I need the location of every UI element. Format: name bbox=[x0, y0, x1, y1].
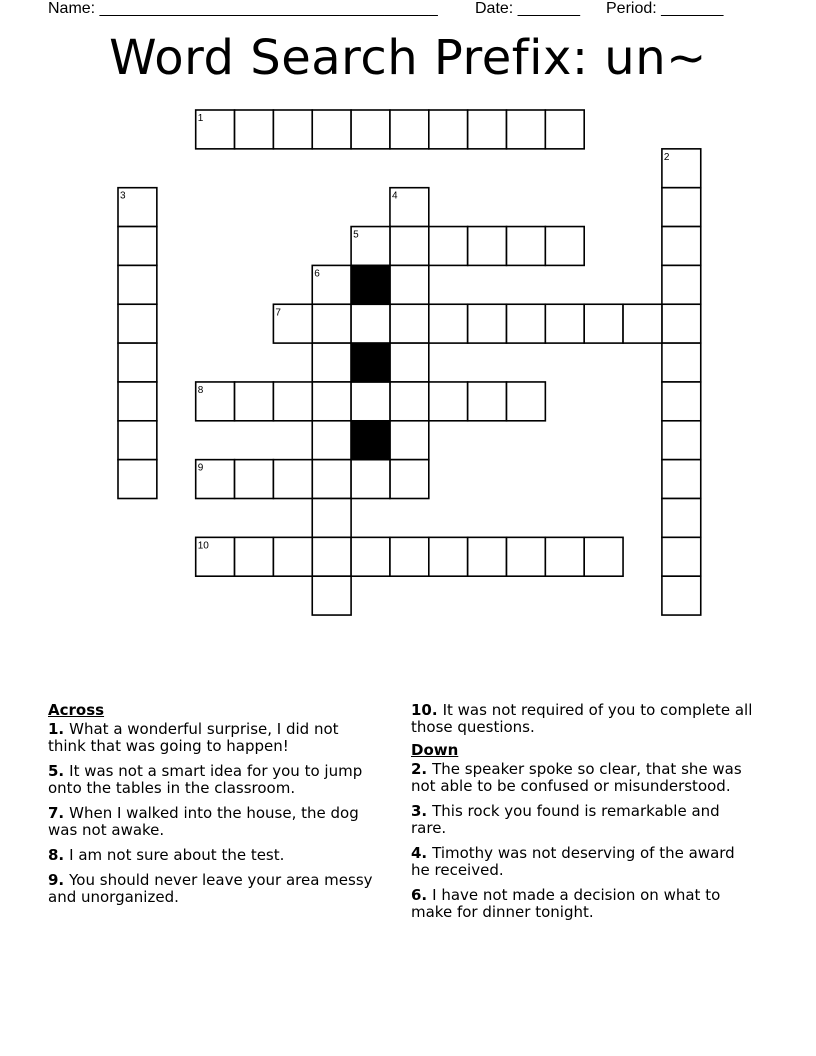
grid-cell[interactable] bbox=[312, 460, 351, 499]
clue-number-8: 8 bbox=[197, 384, 204, 396]
grid-cell[interactable] bbox=[390, 265, 429, 304]
grid-cell[interactable] bbox=[507, 382, 546, 421]
grid-cell[interactable] bbox=[390, 537, 429, 576]
grid-cell[interactable] bbox=[662, 227, 701, 266]
grid-cell[interactable] bbox=[235, 460, 274, 499]
clue-number-6: 6 bbox=[314, 268, 320, 280]
clue-number-4: 4 bbox=[391, 190, 398, 202]
grid-cell[interactable] bbox=[390, 188, 429, 227]
grid-cell[interactable] bbox=[273, 110, 312, 149]
grid-cell[interactable] bbox=[273, 460, 312, 499]
grid-cell[interactable] bbox=[390, 227, 429, 266]
grid-cell[interactable] bbox=[312, 537, 351, 576]
page-title: Word Search Prefix: un~ bbox=[109, 30, 707, 86]
grid-cell[interactable] bbox=[507, 110, 546, 149]
clue-across-8: 8. I am not sure about the test. bbox=[48, 846, 285, 864]
grid-cell[interactable] bbox=[662, 460, 701, 499]
grid-cell[interactable] bbox=[118, 382, 157, 421]
grid-cell[interactable] bbox=[312, 576, 351, 615]
grid-cell[interactable] bbox=[662, 149, 701, 188]
grid-cell[interactable] bbox=[312, 382, 351, 421]
grid-cell[interactable] bbox=[118, 421, 157, 460]
grid-cell[interactable] bbox=[468, 537, 507, 576]
down-heading: Down bbox=[411, 741, 459, 759]
grid-cell[interactable] bbox=[312, 110, 351, 149]
grid-cell[interactable] bbox=[662, 304, 701, 343]
clue-across-7: 7. When I walked into the house, the dog was not awake. bbox=[48, 804, 359, 839]
grid-cell[interactable] bbox=[545, 227, 584, 266]
date-field[interactable]: Date: _______ bbox=[475, 0, 580, 17]
grid-cell[interactable] bbox=[312, 265, 351, 304]
period-field[interactable]: Period: _______ bbox=[606, 0, 724, 17]
grid-cell[interactable] bbox=[545, 304, 584, 343]
grid-cell[interactable] bbox=[118, 188, 157, 227]
grid-cell[interactable] bbox=[429, 110, 468, 149]
grid-cell[interactable] bbox=[235, 382, 274, 421]
grid-cell[interactable] bbox=[196, 110, 235, 149]
clue-across-10: 10. It was not required of you to complete all those questions. bbox=[411, 701, 753, 736]
grid-cell[interactable] bbox=[235, 537, 274, 576]
clues-left-column bbox=[48, 702, 378, 914]
grid-cell[interactable] bbox=[507, 537, 546, 576]
grid-cell[interactable] bbox=[390, 343, 429, 382]
name-field[interactable]: Name: ______________________________________ bbox=[48, 0, 438, 17]
clue-down-6: 6. I have not made a decision on what to make for dinner tonight. bbox=[411, 886, 721, 921]
clue-across-1: 1. What a wonderful surprise, I did not think that was going to happen! bbox=[48, 720, 339, 755]
clue-down-4: 4. Timothy was not deserving of the award he received. bbox=[411, 844, 735, 879]
grid-cell[interactable] bbox=[584, 304, 623, 343]
grid-cell[interactable] bbox=[351, 110, 390, 149]
grid-cell[interactable] bbox=[118, 343, 157, 382]
grid-cell[interactable] bbox=[390, 421, 429, 460]
clue-down-3: 3. This rock you found is remarkable and rare. bbox=[411, 802, 720, 837]
grid-cell[interactable] bbox=[351, 382, 390, 421]
clue-number-3: 3 bbox=[120, 190, 126, 202]
grid-cell[interactable] bbox=[623, 304, 662, 343]
clue-number-7: 7 bbox=[275, 307, 281, 319]
grid-cell[interactable] bbox=[662, 188, 701, 227]
grid-cell[interactable] bbox=[351, 460, 390, 499]
grid-cell[interactable] bbox=[429, 382, 468, 421]
grid-cell[interactable] bbox=[662, 382, 701, 421]
grid-cell[interactable] bbox=[584, 537, 623, 576]
grid-cell[interactable] bbox=[390, 304, 429, 343]
grid-cell[interactable] bbox=[507, 304, 546, 343]
grid-cell[interactable] bbox=[312, 343, 351, 382]
grid-cell[interactable] bbox=[312, 421, 351, 460]
grid-cell[interactable] bbox=[468, 304, 507, 343]
grid-cell[interactable] bbox=[662, 576, 701, 615]
grid-cell[interactable] bbox=[196, 460, 235, 499]
grid-cell[interactable] bbox=[196, 382, 235, 421]
grid-cell[interactable] bbox=[118, 304, 157, 343]
clue-down-2: 2. The speaker spoke so clear, that she was not able to be confused or misunderstood. bbox=[411, 760, 742, 795]
grid-cell[interactable] bbox=[468, 110, 507, 149]
grid-cell[interactable] bbox=[507, 227, 546, 266]
grid-cell[interactable] bbox=[273, 304, 312, 343]
grid-cell[interactable] bbox=[468, 382, 507, 421]
grid-cell[interactable] bbox=[312, 499, 351, 538]
grid-cell[interactable] bbox=[118, 265, 157, 304]
grid-cell[interactable] bbox=[351, 537, 390, 576]
grid-cell[interactable] bbox=[429, 227, 468, 266]
grid-cell[interactable] bbox=[118, 460, 157, 499]
grid-cell[interactable] bbox=[662, 499, 701, 538]
clues-right-column bbox=[411, 702, 756, 929]
blocked-cell bbox=[351, 421, 390, 460]
grid-cell[interactable] bbox=[429, 304, 468, 343]
grid-cell[interactable] bbox=[662, 265, 701, 304]
clue-across-9: 9. You should never leave your area messy and unorganized. bbox=[48, 871, 373, 906]
clue-number-1: 1 bbox=[197, 113, 204, 124]
grid-cell[interactable] bbox=[662, 537, 701, 576]
clue-number-9: 9 bbox=[197, 462, 204, 474]
grid-cell[interactable] bbox=[545, 537, 584, 576]
grid-cell[interactable] bbox=[196, 537, 235, 576]
grid-cell[interactable] bbox=[390, 382, 429, 421]
grid-cell[interactable] bbox=[118, 227, 157, 266]
blocked-cell bbox=[351, 265, 390, 304]
grid-cell[interactable] bbox=[468, 227, 507, 266]
grid-cell[interactable] bbox=[662, 343, 701, 382]
grid-cell[interactable] bbox=[273, 382, 312, 421]
grid-cell[interactable] bbox=[390, 110, 429, 149]
grid-cell[interactable] bbox=[351, 304, 390, 343]
grid-cell[interactable] bbox=[273, 537, 312, 576]
clue-number-2: 2 bbox=[663, 151, 670, 163]
clue-across-5: 5. It was not a smart idea for you to jump onto the tables in the classroom. bbox=[48, 762, 363, 797]
grid-cell[interactable] bbox=[312, 304, 351, 343]
grid-cell[interactable] bbox=[429, 537, 468, 576]
across-heading: Across bbox=[48, 701, 105, 719]
grid-cell[interactable] bbox=[390, 460, 429, 499]
grid-cell[interactable] bbox=[351, 227, 390, 266]
grid-cell[interactable] bbox=[235, 110, 274, 149]
clue-number-5: 5 bbox=[353, 229, 359, 241]
clue-number-10: 10 bbox=[197, 540, 209, 552]
grid-cell[interactable] bbox=[545, 110, 584, 149]
blocked-cell bbox=[351, 343, 390, 382]
grid-cell[interactable] bbox=[662, 421, 701, 460]
